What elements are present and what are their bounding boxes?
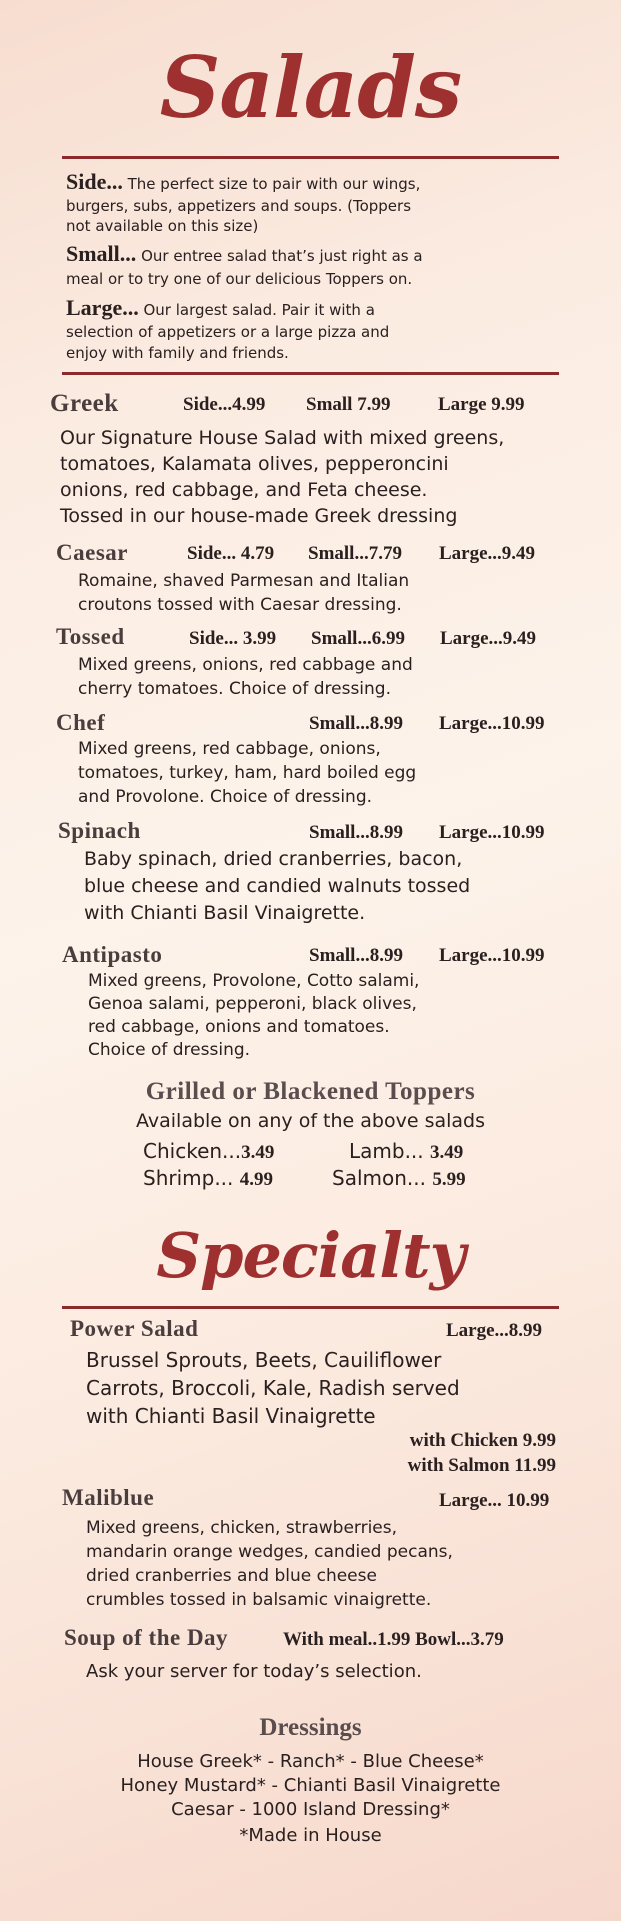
desc-tossed-line: cherry tomatoes. Choice of dressing. — [78, 679, 391, 699]
price-tossed-large: Large...9.49 — [440, 628, 537, 649]
desc-greek-line: tomatoes, Kalamata olives, pepperoncini — [60, 453, 449, 475]
item-name-tossed: Tossed — [56, 624, 125, 649]
price-caesar-large: Large...9.49 — [439, 543, 536, 564]
price-maliblue: Large... 10.99 — [439, 1490, 550, 1511]
specialty-rule — [62, 1306, 559, 1309]
topper-chicken — [143, 1140, 274, 1164]
topper-price: 3.49 — [241, 1142, 275, 1163]
desc-spinach-line: Baby spinach, dried cranberries, bacon, — [84, 848, 463, 870]
price-tossed-small: Small...6.99 — [311, 628, 405, 649]
power-extra-chicken: with Chicken 9.99 — [409, 1430, 556, 1451]
topper-label: Lamb... — [349, 1139, 424, 1163]
topper-price: 4.99 — [239, 1169, 274, 1190]
desc-spinach-line: with Chianti Basil Vinaigrette. — [84, 902, 366, 924]
intro-large-line: enjoy with family and friends. — [66, 344, 289, 362]
price-chef-large: Large...10.99 — [439, 713, 545, 734]
desc-power-line: Brussel Sprouts, Beets, Cauiliflower — [86, 1348, 442, 1372]
price-greek-small: Small 7.99 — [306, 394, 391, 415]
intro-small-line: Our entree salad that’s just right as a — [136, 247, 423, 265]
topper-label: Shrimp... — [143, 1166, 234, 1190]
price-spinach-small: Small...8.99 — [309, 822, 403, 843]
item-name-spinach: Spinach — [58, 818, 141, 843]
dressings-line: Honey Mustard* - Chianti Basil Vinaigrette — [120, 1775, 501, 1796]
desc-greek-line: Our Signature House Salad with mixed greens, — [60, 427, 505, 449]
desc-antipasto-line: red cabbage, onions and tomatoes. — [88, 1017, 390, 1037]
desc-soup: Ask your server for today’s selection. — [86, 1661, 422, 1682]
dressings-footnote: *Made in House — [239, 1825, 382, 1846]
intro-side — [66, 169, 421, 194]
price-greek-large: Large 9.99 — [438, 394, 525, 415]
desc-spinach-line: blue cheese and candied walnuts tossed — [84, 875, 471, 897]
item-name-power-salad: Power Salad — [70, 1316, 199, 1341]
item-name-caesar: Caesar — [56, 540, 128, 565]
intro-large-label: Large... — [66, 295, 139, 320]
intro-side-line: not available on this size) — [66, 217, 259, 235]
intro-large-line: Our largest salad. Pair it with a — [138, 301, 375, 319]
desc-maliblue-line: dried cranberries and blue cheese — [86, 1566, 377, 1586]
dressings-title: Dressings — [259, 1714, 362, 1741]
desc-chef-line: tomatoes, turkey, ham, hard boiled egg — [78, 763, 417, 783]
intro-small — [66, 241, 423, 266]
desc-antipasto-line: Mixed greens, Provolone, Cotto salami, — [88, 971, 420, 991]
topper-lamb — [349, 1140, 463, 1164]
topper-salmon — [332, 1167, 466, 1191]
toppers-title: Grilled or Blackened Toppers — [145, 1078, 476, 1105]
topper-label: Chicken... — [143, 1139, 242, 1163]
desc-maliblue-line: mandarin orange wedges, candied pecans, — [86, 1542, 453, 1562]
toppers-subtitle: Available on any of the above salads — [135, 1110, 485, 1132]
price-antipasto-large: Large...10.99 — [439, 945, 545, 966]
dressings-line: House Greek* - Ranch* - Blue Cheese* — [137, 1751, 484, 1772]
intro-side-line: The perfect size to pair with our wings, — [122, 175, 421, 193]
desc-caesar-line: Romaine, shaved Parmesan and Italian — [78, 571, 410, 591]
intro-large — [66, 295, 375, 320]
title-rule — [62, 156, 559, 159]
desc-power-line: with Chianti Basil Vinaigrette — [86, 1404, 376, 1428]
salads-title: Salads — [159, 38, 462, 137]
dressings-line: Caesar - 1000 Island Dressing* — [171, 1799, 450, 1820]
desc-greek-line: Tossed in our house-made Greek dressing — [60, 505, 458, 527]
desc-caesar-line: croutons tossed with Caesar dressing. — [78, 595, 402, 615]
desc-chef-line: Mixed greens, red cabbage, onions, — [78, 739, 381, 759]
price-tossed-side: Side... 3.99 — [189, 628, 277, 649]
item-name-soup: Soup of the Day — [64, 1625, 229, 1650]
specialty-title: Specialty — [156, 1219, 465, 1292]
price-spinach-large: Large...10.99 — [439, 822, 545, 843]
price-antipasto-small: Small...8.99 — [309, 945, 403, 966]
desc-power-line: Carrots, Broccoli, Kale, Radish served — [86, 1376, 460, 1400]
topper-label: Salmon... — [332, 1166, 426, 1190]
intro-small-label: Small... — [66, 241, 137, 266]
intro-side-line: burgers, subs, appetizers and soups. (Toppers — [66, 197, 412, 215]
intro-small-line: meal or to try one of our delicious Toppers on. — [66, 270, 413, 288]
price-soup: With meal..1.99 Bowl...3.79 — [283, 1629, 504, 1650]
price-greek-side: Side...4.99 — [183, 394, 266, 415]
price-caesar-side: Side... 4.79 — [187, 543, 275, 564]
item-name-maliblue: Maliblue — [62, 1485, 155, 1510]
item-name-greek: Greek — [50, 390, 119, 417]
desc-tossed-line: Mixed greens, onions, red cabbage and — [78, 655, 413, 675]
price-power-salad: Large...8.99 — [446, 1320, 543, 1341]
topper-price: 5.99 — [432, 1169, 466, 1190]
topper-shrimp — [143, 1167, 273, 1191]
desc-maliblue-line: Mixed greens, chicken, strawberries, — [86, 1518, 398, 1538]
desc-chef-line: and Provolone. Choice of dressing. — [78, 787, 373, 807]
desc-greek-line: onions, red cabbage, and Feta cheese. — [60, 479, 428, 501]
desc-maliblue-line: crumbles tossed in balsamic vinaigrette. — [86, 1590, 432, 1610]
item-name-chef: Chef — [56, 710, 106, 735]
intro-large-line: selection of appetizers or a large pizza and — [66, 323, 390, 341]
intro-side-label: Side... — [66, 169, 123, 194]
price-chef-small: Small...8.99 — [309, 713, 403, 734]
power-extra-salmon: with Salmon 11.99 — [407, 1455, 556, 1476]
desc-antipasto-line: Choice of dressing. — [88, 1040, 251, 1060]
topper-price: 3.49 — [430, 1142, 464, 1163]
item-name-antipasto: Antipasto — [62, 942, 163, 967]
price-caesar-small: Small...7.79 — [308, 543, 402, 564]
desc-antipasto-line: Genoa salami, pepperoni, black olives, — [88, 994, 417, 1014]
intro-rule — [62, 372, 559, 375]
